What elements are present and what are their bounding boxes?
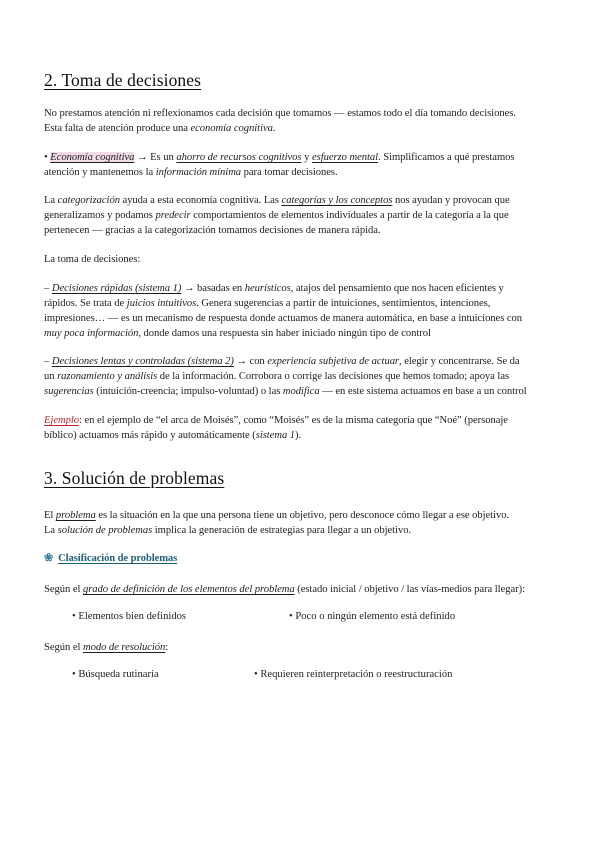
flower-icon: ❀ <box>44 552 54 564</box>
example-label: Ejemplo <box>44 415 79 426</box>
highlighted-term: Economía cognitiva <box>50 152 135 163</box>
paragraph-line: La toma de decisiones: <box>44 254 141 265</box>
paragraph-line: rápidos. Se trata de juicios intuitivos. Genera sugerencias a partir de intuiciones, sentimientos, intenciones, <box>44 298 491 309</box>
subheading-clasificacion <box>44 551 177 564</box>
paragraph-line: generalizamos y podamos predecir comportamientos de elementos individuales a partir de la categoría a la que <box>44 210 509 221</box>
item-decisiones-lentas: – Decisiones lentas y controladas (sistema 2) → con experiencia subjetiva de actuar, elegir y concentrarse. Se da <box>44 356 520 367</box>
example-paragraph: Ejemplo: en el ejemplo de “el arca de Moisés”, como “Moisés” es de la misma categoría que “Noé” (personaje <box>44 415 508 426</box>
paragraph-line: Esta falta de atención produce una economía cognitiva. <box>44 123 276 134</box>
paragraph-line: bíblico) actuamos más rápido y automáticamente (sistema 1). <box>44 430 302 441</box>
paragraph-line: La solución de problemas implica la generación de estrategias para llegar a un objetivo. <box>44 525 412 536</box>
section-heading-toma-de-decisiones: 2. Toma de decisiones <box>44 70 202 90</box>
bullet-item: • Búsqueda rutinaria <box>72 669 159 680</box>
paragraph-line: Según el grado de definición de los elementos del problema (estado inicial / objetivo / las vías-medios para llegar): <box>44 584 525 595</box>
paragraph-line: impresiones… — es un mecanismo de respuesta donde actuamos de manera automática, en base a intuiciones con <box>44 313 523 324</box>
section-heading-solucion-de-problemas: 3. Solución de problemas <box>44 468 225 488</box>
paragraph-line: El problema es la situación en la que una persona tiene un objetivo, pero desconoce cómo llegar a ese objetivo. <box>44 510 510 521</box>
paragraph-line: atención y mantenemos la información mínima para tomar decisiones. <box>44 167 338 178</box>
bullet-economia-cognitiva: • Economía cognitiva → Es un ahorro de recursos cognitivos y esfuerzo mental. Simplificamos a qué prestamos <box>44 152 515 163</box>
bullet-item: • Poco o ningún elemento está definido <box>289 611 456 622</box>
paragraph-line: Según el modo de resolución: <box>44 642 169 653</box>
item-decisiones-rapidas: – Decisiones rápidas (sistema 1) → basadas en heurísticos, atajos del pensamiento que nos hacen eficientes y <box>44 283 504 294</box>
subheading-label: Clasificación de problemas <box>58 553 178 564</box>
paragraph-line: No prestamos atención ni reflexionamos cada decisión que tomamos — estamos todo el día tomando decisiones. <box>44 108 516 119</box>
term-economia-cognitiva: economía cognitiva <box>190 123 273 134</box>
bullet-item: • Requieren reinterpretación o reestructuración <box>254 669 453 680</box>
paragraph-line: muy poca información, donde damos una respuesta sin haber iniciado ningún tipo de control <box>44 328 431 339</box>
paragraph-line: sugerencias (intuición-creencia; impulso-voluntad) o las modifica — en este sistema actuamos en base a un control <box>44 386 527 397</box>
paragraph-line: un razonamiento y análisis de la información. Corrobora o corrige las decisiones que hemos tomado; apoya las <box>44 371 510 382</box>
bullet-item: • Elementos bien definidos <box>72 611 187 622</box>
paragraph-line: La categorización ayuda a esta economía cognitiva. Las categorías y los conceptos nos ayudan y provocan que <box>44 195 510 206</box>
paragraph-line: pertenecen — gracias a la categorización tomamos decisiones de manera rápida. <box>44 225 381 236</box>
